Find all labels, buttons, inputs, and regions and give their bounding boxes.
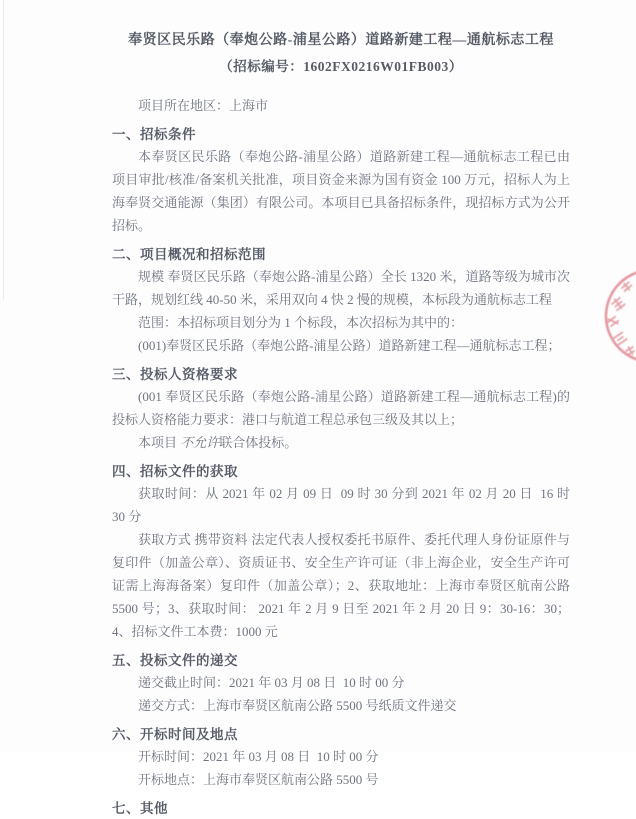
paragraph-s3-p2-suffix: 联合体投标。 bbox=[219, 435, 298, 450]
paragraph-s3-p2-prefix: 本项目 bbox=[138, 435, 181, 450]
section-heading-7: 七、其他 bbox=[112, 801, 168, 816]
paragraph-s2-p2: 范围：本招标项目划分为 1 个标段，本次招标为其中的： bbox=[138, 315, 464, 330]
paragraph-s6-p2: 开标地点：上海市奉贤区航南公路 5500 号 bbox=[138, 772, 379, 787]
paragraph-s3-p2 bbox=[112, 431, 570, 454]
document-title: 奉贤区民乐路（奉炮公路-浦星公路）道路新建工程—通航标志工程 bbox=[128, 33, 554, 48]
section-heading-4: 四、招标文件的获取 bbox=[112, 464, 238, 479]
paragraph-s5-p2: 递交方式：上海市奉贤区航南公路 5500 号纸质文件递交 bbox=[138, 698, 457, 713]
section-heading-6: 六、开标时间及地点 bbox=[112, 727, 238, 742]
paragraph-s2-p1: 规模 奉贤区民乐路（奉炮公路-浦星公路）全长 1320 米，道路等级为城市次干路，规划红线 40-50 米，采用双向 4 快 2 慢的规模，本标段为通航标志工程 bbox=[112, 269, 570, 307]
paragraph-s4-p2: 获取方式 携带资料 法定代表人授权委托书原件、委托代理人身份证原件与复印件（加盖公章）、资质证书、安全生产许可证（非上海企业，安全生产许可证需上海海备案）复印件（加盖公章）；2、获取地址：上海市奉贤区航南公路 5500 号；3、获取时间： 2021 年 2 月 9 日至 2021 年 2 月 20 日 9：30-16：30；4、招标文件工本费：1000 元 bbox=[112, 532, 570, 639]
paragraph-s6-p1: 开标时间：2021 年 03 月 08 日 10 时 00 分 bbox=[138, 749, 379, 764]
paragraph-s2-p3: (001)奉贤区民乐路（奉炮公路-浦星公路）道路新建工程—通航标志工程； bbox=[138, 338, 561, 353]
section-heading-2: 二、项目概况和招标范围 bbox=[112, 247, 266, 262]
section-heading-1: 一、招标条件 bbox=[112, 127, 196, 142]
project-region-line: 项目所在地区：上海市 bbox=[138, 98, 269, 113]
section-heading-3: 三、投标人资格要求 bbox=[112, 367, 238, 382]
paragraph-s3-p1: (001 奉贤区民乐路（奉炮公路-浦星公路）道路新建工程—通航标志工程)的投标人资格能力要求：港口与航道工程总承包三级及其以上； bbox=[112, 389, 570, 427]
paragraph-s1-p1: 本奉贤区民乐路（奉炮公路-浦星公路）道路新建工程—通航标志工程已由项目审批/核准/备案机关批准，项目资金来源为国有资金 100 万元，招标人为上海奉贤交通能源（集团）有限公司。本项目已具备招标条件，现招标方式为公开招标。 bbox=[112, 149, 570, 233]
tender-number-line: （招标编号：1602FX0216W01FB003） bbox=[219, 59, 463, 74]
document-content bbox=[112, 28, 574, 819]
scan-edge-line bbox=[3, 0, 4, 300]
section-heading-5: 五、投标文件的递交 bbox=[112, 653, 238, 668]
paragraph-s4-p1: 获取时间：从 2021 年 02 月 09 日 09 时 30 分到 2021 年 02 月 20 日 16 时 30 分 bbox=[112, 486, 574, 524]
paragraph-s3-p2-italic: 不允许 bbox=[180, 435, 220, 450]
paragraph-s5-p1: 递交截止时间：2021 年 03 月 08 日 10 时 00 分 bbox=[138, 675, 405, 690]
red-seal-stamp bbox=[586, 266, 636, 370]
